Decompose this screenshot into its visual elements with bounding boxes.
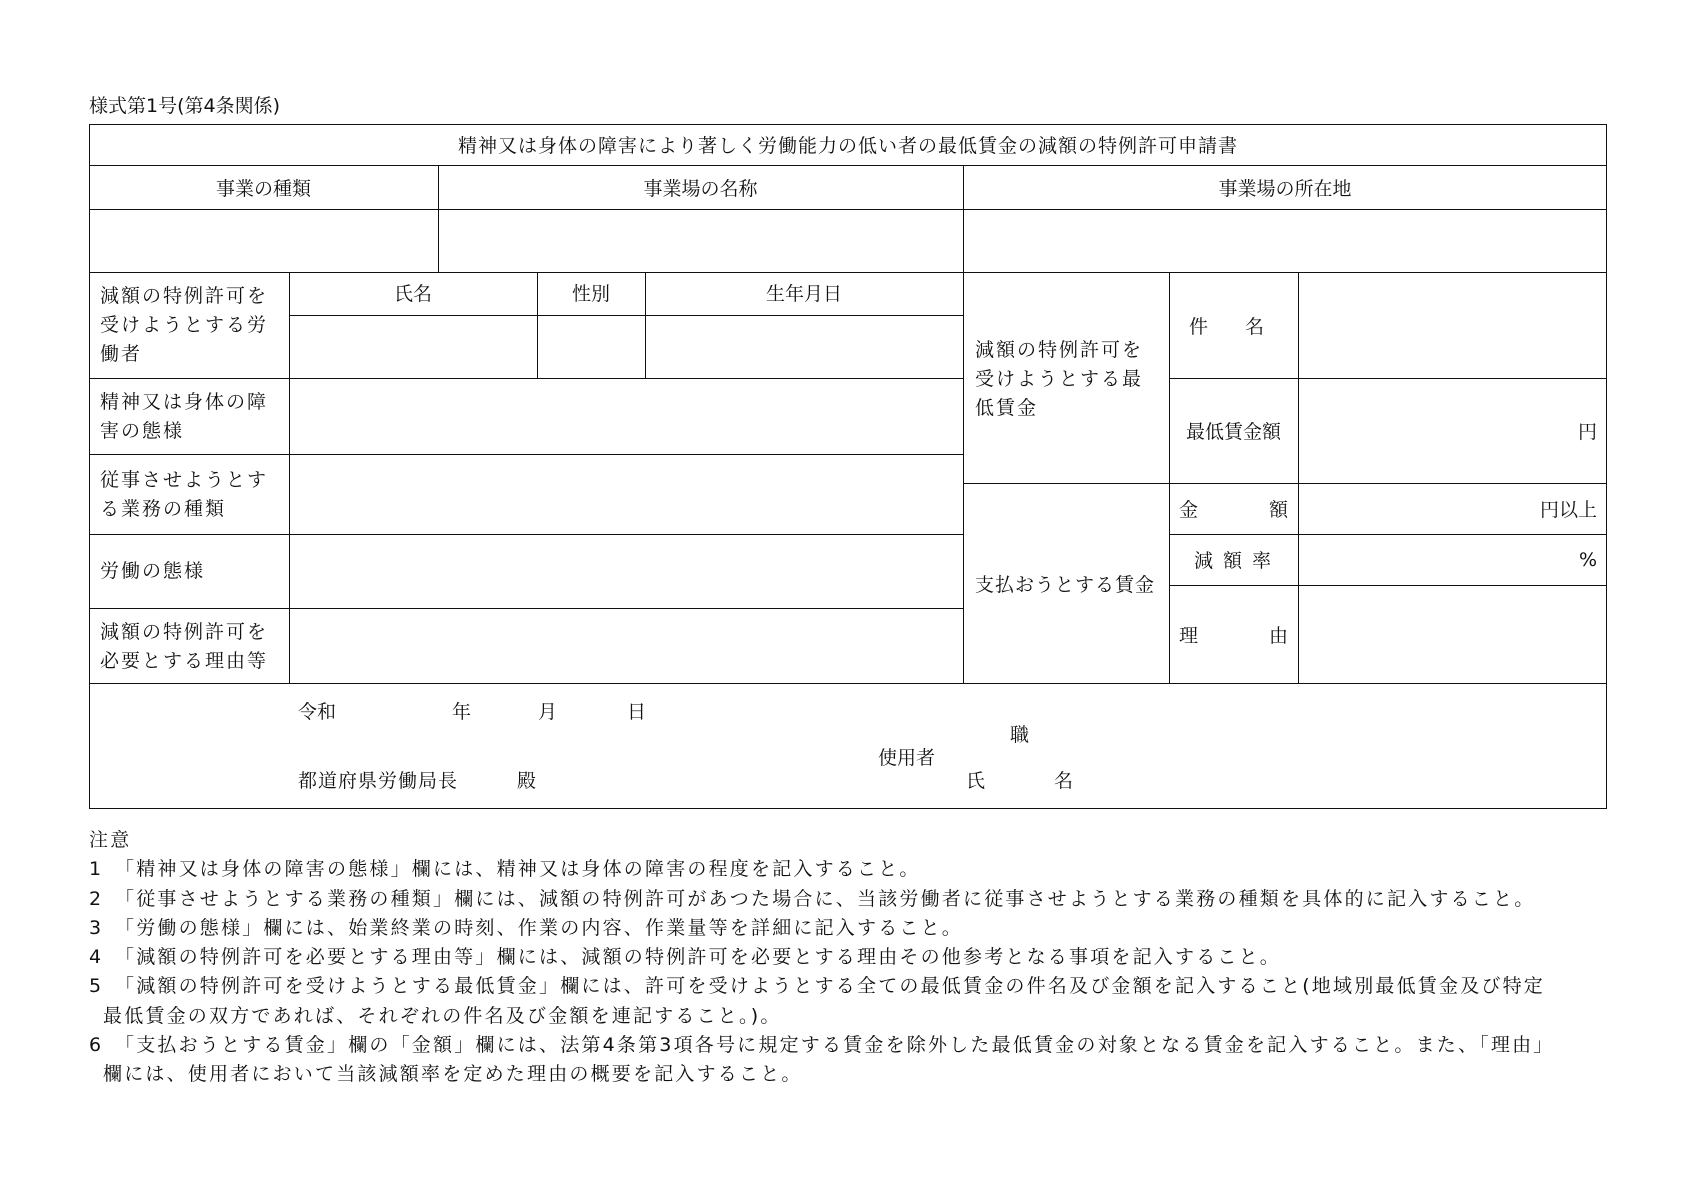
note-item: 5 「減額の特例許可を受けようとする最低賃金」欄には、許可を受けようとする全ての最低賃金の件名及び金額を記入すること(地域別最低賃金及び特定 bbox=[89, 975, 1546, 998]
note-item: 3 「労働の態様」欄には、始業終業の時刻、作業の内容、作業量等を詳細に記入すること。 bbox=[89, 916, 963, 939]
pay-reason-field[interactable] bbox=[1298, 585, 1607, 683]
worker-sex-field[interactable] bbox=[537, 315, 645, 378]
day-label: 日 bbox=[627, 701, 647, 723]
label-line: 害の態様 bbox=[100, 420, 185, 442]
divider bbox=[89, 683, 1607, 684]
form-title: 精神又は身体の障害により著しく労働能力の低い者の最低賃金の減額の特例許可申請書 bbox=[457, 135, 1238, 157]
label-line: 精神又は身体の障 bbox=[100, 391, 269, 413]
employer-label: 使用者 bbox=[878, 747, 936, 769]
label-line: 減額の特例許可を bbox=[100, 285, 269, 307]
pay-amount-label bbox=[1169, 483, 1298, 534]
label-char: 金 bbox=[1179, 499, 1199, 521]
disability-field[interactable] bbox=[289, 378, 963, 454]
month-label: 月 bbox=[538, 701, 558, 723]
min-wage-label bbox=[975, 336, 1143, 423]
label-line: 従事させようとす bbox=[100, 469, 269, 491]
pay-label: 支払おうとする賃金 bbox=[975, 574, 1156, 596]
duty-label bbox=[100, 466, 268, 524]
label-char: 件 bbox=[1189, 315, 1209, 338]
disability-label bbox=[100, 388, 268, 446]
notes-heading: 注意 bbox=[89, 829, 132, 851]
name-label-first: 氏 bbox=[966, 770, 986, 792]
label-line: 必要とする理由等 bbox=[100, 650, 269, 672]
worker-label bbox=[100, 282, 268, 369]
worker-birthdate-field[interactable] bbox=[645, 315, 963, 378]
workplace-address-header: 事業場の所在地 bbox=[1218, 177, 1352, 200]
note-item: 1 「精神又は身体の障害の態様」欄には、精神又は身体の障害の程度を記入すること。 bbox=[89, 858, 921, 881]
workplace-name-header: 事業場の名称 bbox=[643, 177, 758, 200]
label-char: 由 bbox=[1268, 624, 1288, 647]
yen-or-more-unit: 円以上 bbox=[1539, 499, 1597, 521]
work-mode-field[interactable] bbox=[289, 534, 963, 608]
item-name-label bbox=[1179, 272, 1274, 378]
note-item: 6 「支払おうとする賃金」欄の「金額」欄には、法第4条第3項各号に規定する賃金を除外した最低賃金の対象となる賃金を記入すること。また、「理由」 bbox=[89, 1034, 1555, 1057]
work-mode-label bbox=[100, 557, 205, 586]
min-wage-amount-label: 最低賃金額 bbox=[1185, 421, 1281, 443]
reduction-rate-field[interactable] bbox=[1298, 534, 1607, 585]
reduction-rate-label: 減 額 率 bbox=[1193, 550, 1274, 572]
era-label: 令和 bbox=[298, 701, 337, 723]
business-type-field[interactable] bbox=[89, 209, 438, 272]
label-line: 減額の特例許可を bbox=[100, 621, 269, 643]
workplace-name-field[interactable] bbox=[438, 209, 963, 272]
label-char: 名 bbox=[1244, 315, 1264, 338]
form-number: 様式第1号(第4条関係) bbox=[89, 95, 281, 117]
note-item: 2 「従事させようとする業務の種類」欄には、減額の特例許可があつた場合に、当該労働者に従事させようとする業務の種類を具体的に記入すること。 bbox=[89, 887, 1536, 910]
honorific-label: 殿 bbox=[517, 770, 537, 792]
pay-reason-label bbox=[1169, 585, 1298, 683]
item-name-field[interactable] bbox=[1298, 272, 1607, 378]
note-item: 4 「減額の特例許可を必要とする理由等」欄には、減額の特例許可を必要とする理由その他参考となる事項を記入すること。 bbox=[89, 946, 1281, 969]
label-line: 減額の特例許可を bbox=[975, 339, 1144, 361]
worker-sex-header: 性別 bbox=[571, 282, 610, 305]
note-item-continuation: 欄には、使用者において当該減額率を定めた理由の概要を記入すること。 bbox=[103, 1063, 803, 1086]
label-line: 働者 bbox=[100, 343, 143, 365]
pay-amount-field[interactable] bbox=[1298, 483, 1607, 534]
notes-section bbox=[89, 826, 1619, 1090]
job-title-label: 職 bbox=[1010, 724, 1030, 746]
workplace-address-field[interactable] bbox=[963, 209, 1607, 272]
business-type-header: 事業の種類 bbox=[215, 177, 311, 200]
reason-field[interactable] bbox=[289, 608, 963, 683]
year-label: 年 bbox=[452, 701, 472, 723]
duty-field[interactable] bbox=[289, 454, 963, 534]
note-item-continuation: 最低賃金の双方であれば、それぞれの件名及び金額を連記すること。)。 bbox=[103, 1004, 782, 1027]
label-line: る業務の種類 bbox=[100, 498, 227, 520]
label-char: 額 bbox=[1268, 499, 1288, 521]
addressee-label: 都道府県労働局長 bbox=[298, 770, 459, 792]
worker-name-header: 氏名 bbox=[393, 282, 432, 305]
yen-unit: 円 bbox=[1577, 421, 1597, 443]
percent-unit: % bbox=[1578, 548, 1597, 571]
reason-label bbox=[100, 618, 268, 676]
label-line: 低賃金 bbox=[975, 397, 1039, 419]
label-line: 労働の態様 bbox=[100, 560, 206, 582]
name-label-second: 名 bbox=[1054, 770, 1074, 792]
label-line: 受けようとする労 bbox=[100, 314, 269, 336]
label-char: 理 bbox=[1179, 624, 1199, 647]
min-wage-amount-field[interactable] bbox=[1298, 378, 1607, 483]
worker-birthdate-header: 生年月日 bbox=[765, 282, 842, 305]
label-line: 受けようとする最 bbox=[975, 368, 1144, 390]
worker-name-field[interactable] bbox=[289, 315, 537, 378]
